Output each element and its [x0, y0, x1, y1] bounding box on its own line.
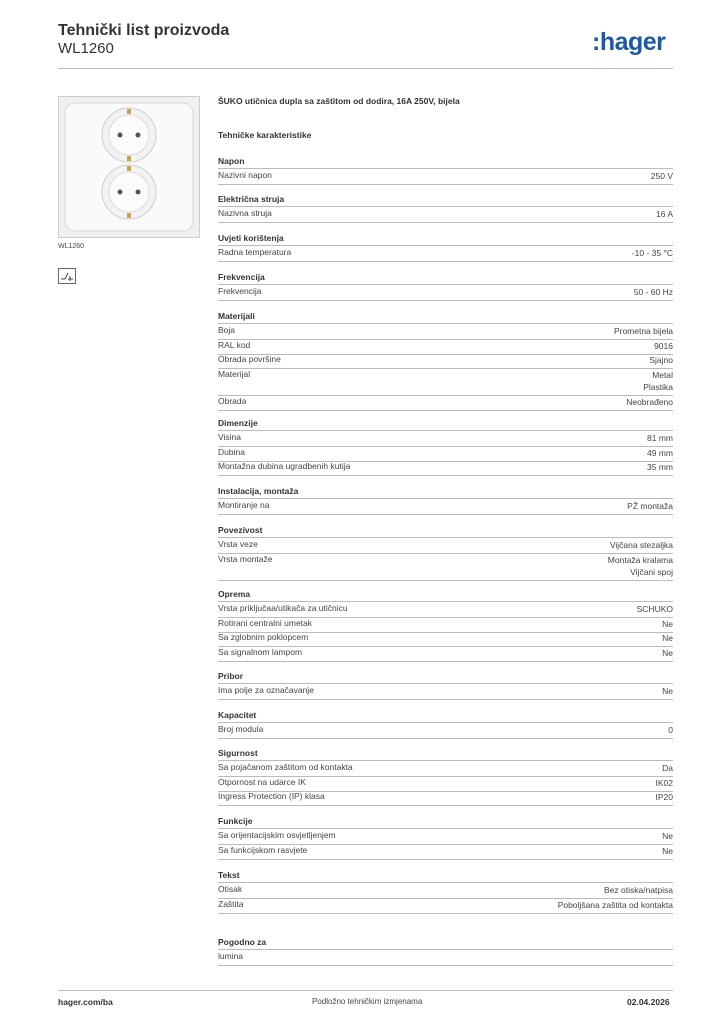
spec-label: Obrada površine	[218, 354, 281, 365]
spec-row	[218, 461, 673, 476]
spec-row	[218, 647, 673, 662]
spec-value: 0	[668, 725, 673, 735]
spec-value: Ne	[662, 831, 673, 841]
spec-label: Dubina	[218, 446, 245, 457]
spec-row	[218, 208, 673, 223]
spec-label: Ingress Protection (IP) klasa	[218, 791, 325, 802]
spec-value: IK02	[655, 777, 673, 788]
spec-label: Vrsta montaže	[218, 553, 273, 564]
group-heading: Pogodno za	[218, 937, 673, 950]
spec-label: Obrada	[218, 395, 247, 406]
spec-label: Sa zglobnim poklopcem	[218, 632, 309, 643]
spec-label: Vrsta veze	[218, 539, 258, 549]
group-heading: Napon	[218, 156, 673, 169]
spec-value: Sjajno	[649, 355, 673, 366]
group-heading: Uvjeti korištenja	[218, 233, 673, 246]
spec-value: IP20	[655, 792, 673, 803]
product-code: WL1260	[58, 40, 114, 57]
spec-value: Poboljšana zaštita od kontakta	[557, 899, 673, 910]
group-heading: Instalacija, montaža	[218, 486, 673, 499]
spec-row	[218, 396, 673, 411]
header-divider	[58, 68, 673, 69]
product-image	[58, 96, 200, 238]
spec-label: Sa orijentacijskim osvjetljenjem	[218, 830, 336, 840]
spec-label: Radna temperatura	[218, 247, 292, 257]
spec-value: Ne	[662, 647, 673, 658]
spec-value: Da	[662, 763, 673, 773]
spec-value: -10 - 35 °C	[631, 248, 673, 258]
group-heading: Sigurnost	[218, 748, 673, 761]
group-heading: Pribor	[218, 671, 673, 684]
spec-row	[218, 632, 673, 647]
double-socket-image	[59, 97, 199, 237]
spec-value: 35 mm	[647, 462, 673, 473]
footer-note: Podložno tehničkim izmjenama	[312, 997, 423, 1006]
spec-row	[218, 830, 673, 845]
spec-value: Metal Plastika	[643, 369, 673, 392]
spec-row	[218, 354, 673, 369]
spec-label: RAL kod	[218, 339, 251, 350]
spec-row	[218, 791, 673, 806]
spec-label: Sa signalnom lampom	[218, 646, 303, 657]
spec-row	[218, 325, 673, 340]
group-heading: Povezivost	[218, 525, 673, 538]
spec-row	[218, 762, 673, 777]
spec-label: Zaštita	[218, 898, 244, 909]
spec-label: Ima polje za označavanje	[218, 685, 314, 695]
group-heading: Frekvencija	[218, 272, 673, 285]
spec-value: Vijčana stezaljka	[609, 540, 673, 550]
spec-value: Prometna bijela	[613, 326, 673, 336]
spec-label: Sa funkcijskom rasvjete	[218, 844, 308, 855]
spec-label: Sa pojačanom zaštitom od kontakta	[218, 762, 353, 772]
group-heading: Električna struja	[218, 194, 673, 207]
spec-label: Nazivni napon	[218, 170, 272, 180]
spec-value: PŽ montaža	[627, 501, 673, 511]
spec-label: Rotirani centralni umetak	[218, 617, 313, 628]
spec-value: Ne	[662, 633, 673, 644]
product-subtitle: ŠUKO utičnica dupla sa zaštitom od dodira, 16A 250V, bijela	[218, 96, 460, 106]
group-heading: Dimenzije	[218, 418, 673, 431]
mounting-symbol-icon	[58, 268, 76, 284]
spec-row	[218, 170, 673, 185]
group-heading: Tekst	[218, 870, 673, 883]
spec-label: Frekvencija	[218, 286, 262, 296]
spec-row	[218, 369, 673, 396]
spec-label: Otpornost na udarce IK	[218, 776, 306, 787]
footer-website: hager.com/ba	[58, 997, 113, 1007]
page-title: Tehnički list proizvoda	[58, 22, 230, 39]
spec-label: Vrsta priključaa/utikača za utičnicu	[218, 603, 348, 613]
spec-label: lumina	[218, 951, 244, 961]
footer-divider	[58, 990, 673, 991]
group-heading: Oprema	[218, 589, 673, 602]
spec-label: Boja	[218, 325, 236, 335]
product-image-label: WL1260	[58, 243, 85, 250]
spec-value: 49 mm	[647, 447, 673, 458]
spec-label: Visina	[218, 432, 241, 442]
spec-row	[218, 777, 673, 792]
spec-value: 9016	[654, 340, 673, 351]
spec-row	[218, 884, 673, 899]
group-heading: Materijali	[218, 311, 673, 324]
spec-value: SCHUKO	[636, 604, 673, 614]
spec-label: Broj modula	[218, 724, 264, 734]
spec-row	[218, 539, 673, 554]
spec-row	[218, 618, 673, 633]
specs-title: Tehničke karakteristike	[218, 130, 312, 140]
spec-row	[218, 724, 673, 739]
spec-value: Ne	[662, 618, 673, 629]
spec-value: Ne	[662, 686, 673, 696]
spec-label: Materijal	[218, 368, 251, 379]
spec-label: Otisak	[218, 884, 243, 894]
spec-value: Bez otiska/natpisa	[604, 885, 673, 895]
spec-value: 250 V	[650, 171, 673, 181]
spec-value: Montaža kralama Vijčani spoj	[607, 554, 673, 577]
spec-row	[218, 951, 673, 966]
spec-row	[218, 603, 673, 618]
spec-row	[218, 685, 673, 700]
spec-value: 50 - 60 Hz	[633, 287, 673, 297]
spec-label: Nazivna struja	[218, 208, 272, 218]
spec-value: 81 mm	[647, 433, 673, 443]
spec-label: Montažna dubina ugradbenih kutija	[218, 461, 351, 472]
hager-logo: :hager	[592, 28, 666, 56]
spec-row	[218, 899, 673, 914]
spec-label: Montiranje na	[218, 500, 270, 510]
spec-value: Neobrađeno	[626, 396, 673, 407]
spec-row	[218, 554, 673, 581]
group-heading: Kapacitet	[218, 710, 673, 723]
spec-value: 16 A	[655, 209, 673, 219]
spec-row	[218, 500, 673, 515]
spec-row	[218, 286, 673, 301]
spec-row	[218, 845, 673, 860]
group-heading: Funkcije	[218, 816, 673, 829]
spec-row	[218, 247, 673, 262]
spec-row	[218, 447, 673, 462]
spec-row	[218, 432, 673, 447]
footer-date: 02.04.2026	[627, 997, 670, 1007]
spec-row	[218, 340, 673, 355]
spec-value: Ne	[662, 845, 673, 856]
